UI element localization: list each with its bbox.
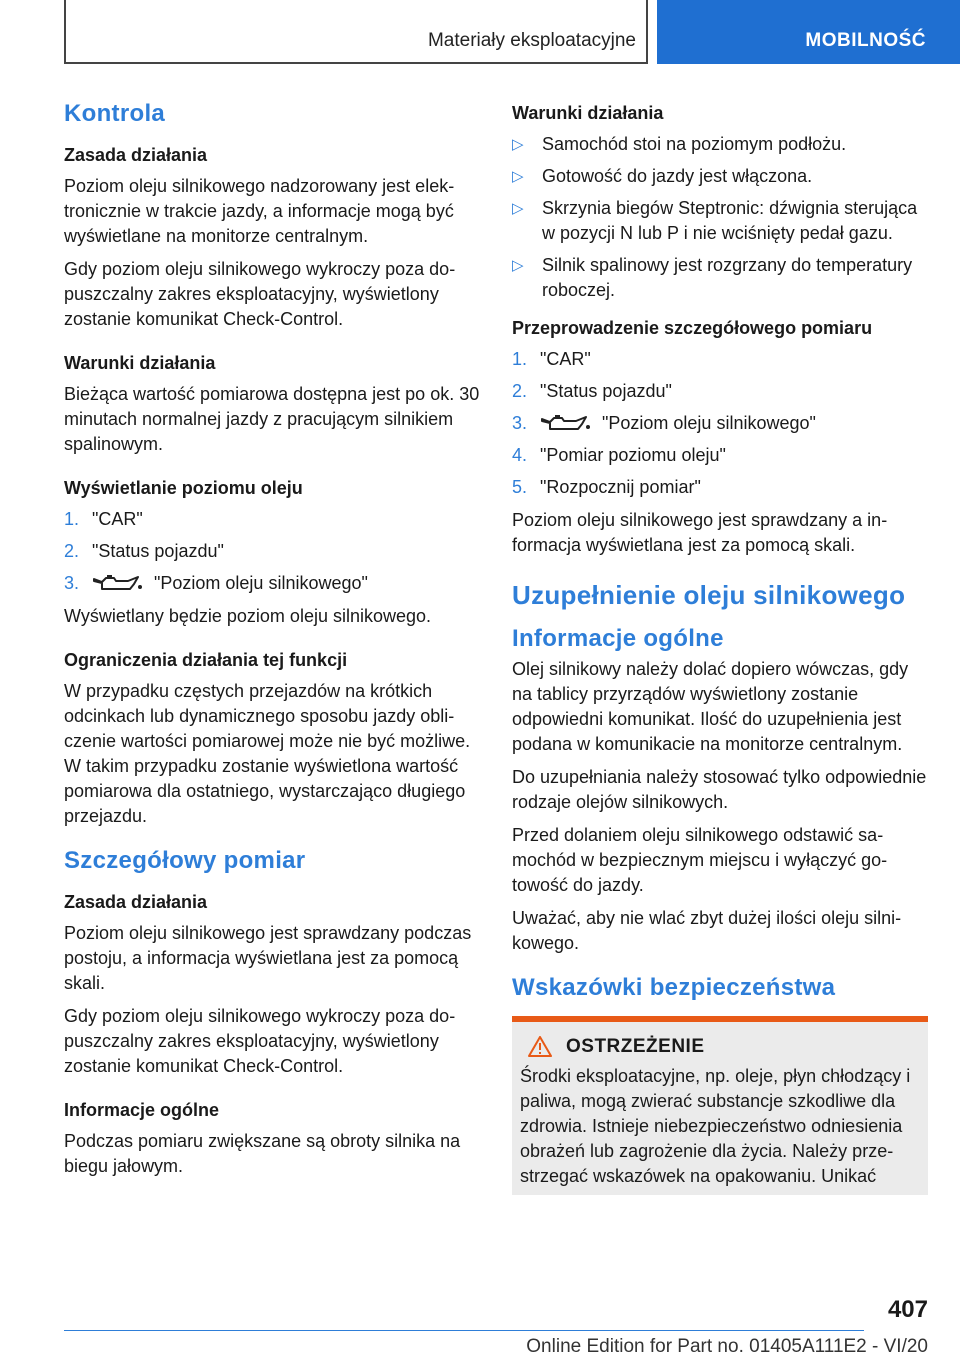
list-item: 3. "Poziom oleju silnikowego" bbox=[64, 573, 368, 593]
list-item: ▷ Gotowość do jazdy jest włączona. bbox=[512, 164, 928, 189]
conditions-list bbox=[512, 132, 928, 303]
subheading-przeprowadzenie-pomiaru: Przeprowadzenie szczegółowego pomiaru bbox=[512, 318, 873, 338]
paragraph: Gdy poziom oleju silnikowego wykroczy poza dopuszczalny zakres eksploatacyjny, wyświetlony zostanie komunikat Check-Control. bbox=[64, 1006, 456, 1076]
subheading-zasada-dzialania: Zasada działania bbox=[64, 892, 208, 912]
subheading-ograniczenia: Ograniczenia działania tej funkcji bbox=[64, 650, 348, 670]
steps-list bbox=[512, 347, 928, 500]
oil-can-icon bbox=[540, 415, 592, 433]
heading-szczegolowy-pomiar: Szczegółowy pomiar bbox=[64, 847, 306, 874]
warning-heading: OSTRZEŻENIE bbox=[520, 1036, 920, 1058]
list-item: ▷ Samochód stoi na poziomym podłożu. bbox=[512, 132, 928, 157]
subheading-wyswietlanie-poziomu-oleju: Wyświetlanie poziomu oleju bbox=[64, 478, 303, 498]
paragraph: Poziom oleju silnikowego jest sprawdzany a informacja wyświetlana jest za pomocą skali. bbox=[512, 510, 888, 555]
subheading-zasada-dzialania: Zasada działania bbox=[64, 145, 208, 165]
list-item: 1. "CAR" bbox=[64, 509, 143, 529]
list-item: 3. "Poziom oleju silnikowego" bbox=[512, 413, 816, 433]
paragraph: Gdy poziom oleju silnikowego wykroczy poza dopuszczalny zakres eksploatacyjny, wyświetlony zostanie komunikat Check-Control. bbox=[64, 259, 456, 329]
paragraph: Przed dolaniem oleju silnikowego odstawić samochód w bezpiecznym miejscu i wyłączyć gotowość do jazdy. bbox=[512, 825, 888, 895]
header-chapter-box bbox=[657, 0, 960, 64]
warning-box bbox=[512, 1016, 928, 1195]
header-chapter-title: MOBILNOŚĆ bbox=[805, 30, 926, 51]
left-column bbox=[64, 100, 480, 1187]
paragraph: Uważać, aby nie wlać zbyt dużej ilości oleju silnikowego. bbox=[512, 908, 902, 953]
triangle-bullet-icon: ▷ bbox=[512, 168, 524, 185]
list-item: ▷ Skrzynia biegów Steptronic: dźwignia sterująca w pozycji N lub P i nie wciśnięty pedał gazu. bbox=[512, 198, 918, 243]
header-section-box bbox=[64, 0, 648, 64]
list-item: 2. "Status pojazdu" bbox=[512, 381, 672, 401]
paragraph: Poziom oleju silnikowego nadzorowany jest elektronicznie w trakcie jazdy, a informacje mogą być wyświetlane na monitorze centralnym. bbox=[64, 176, 455, 246]
paragraph: Wyświetlany będzie poziom oleju silnikowego. bbox=[64, 606, 432, 626]
triangle-bullet-icon: ▷ bbox=[512, 257, 524, 274]
triangle-bullet-icon: ▷ bbox=[512, 136, 524, 153]
heading-kontrola: Kontrola bbox=[64, 100, 166, 127]
triangle-bullet-icon: ▷ bbox=[512, 200, 524, 217]
oil-can-icon bbox=[92, 575, 144, 593]
page-number: 407 bbox=[887, 1296, 928, 1323]
paragraph: Podczas pomiaru zwiększane są obroty silnika na biegu jałowym. bbox=[64, 1131, 461, 1176]
subheading-informacje-ogolne: Informacje ogólne bbox=[64, 1100, 220, 1120]
header-section-title: Materiały eksploatacyjne bbox=[427, 30, 636, 51]
paragraph: Bieżąca wartość pomiarowa dostępna jest po ok. 30 minutach normalnej jazdy z pracującym silnikiem spalinowym. bbox=[64, 384, 480, 454]
footer-divider bbox=[64, 1330, 864, 1331]
paragraph: Olej silnikowy należy dolać dopiero wówczas, gdy na tablicy przyrządów wyświetlony zostanie odpowiedni komunikat. Ilość do uzupełnienia jest podana w komunikacie na monitorze centralnym. bbox=[512, 659, 909, 754]
steps-list bbox=[64, 507, 480, 596]
paragraph: W przypadku częstych przejazdów na krótkich odcinkach lub dynamicznego sposobu jazdy obliczenie wartości pomiarowej może nie być możliwe. W takim przypadku zostanie wyświetlona wartość pomiarowa dla ostatniego, wystarczająco długiego przejazdu. bbox=[64, 681, 471, 826]
warning-triangle-icon bbox=[528, 1036, 552, 1057]
subheading-warunki-dzialania: Warunki działania bbox=[512, 103, 664, 123]
list-item: ▷ Silnik spalinowy jest rozgrzany do temperatury roboczej. bbox=[512, 255, 913, 300]
list-item: 4. "Pomiar poziomu oleju" bbox=[512, 445, 726, 465]
warning-text: Środki eksploatacyjne, np. oleje, płyn chłodzący i paliwa, mogą zwierać substancje szkodliwe dla zdrowia. Istnieje niebezpieczeństwo odniesienia obrażeń lub zagrożenie dla życia. Należy przestrzegać wskazówek na opakowaniu. Unikać bbox=[520, 1066, 911, 1186]
heading-wskazowki-bezpieczenstwa: Wskazówki bezpieczeństwa bbox=[512, 974, 836, 1001]
heading-uzupelnienie-oleju: Uzupełnienie oleju silnikowego bbox=[512, 580, 906, 610]
paragraph: Poziom oleju silnikowego jest sprawdzany podczas postoju, a informacja wyświetlana jest za pomocą skali. bbox=[64, 923, 472, 993]
paragraph: Do uzupełniania należy stosować tylko odpowiednie rodzaje olejów silnikowych. bbox=[512, 767, 927, 812]
list-item: 2. "Status pojazdu" bbox=[64, 541, 224, 561]
edition-info: Online Edition for Part no. 01405A111E2 - VI/20 bbox=[526, 1336, 928, 1357]
list-item: 1. "CAR" bbox=[512, 349, 591, 369]
subheading-warunki-dzialania: Warunki działania bbox=[64, 353, 216, 373]
right-column bbox=[512, 100, 928, 1195]
heading-informacje-ogolne: Informacje ogólne bbox=[512, 625, 724, 652]
list-item: 5. "Rozpocznij pomiar" bbox=[512, 477, 701, 497]
